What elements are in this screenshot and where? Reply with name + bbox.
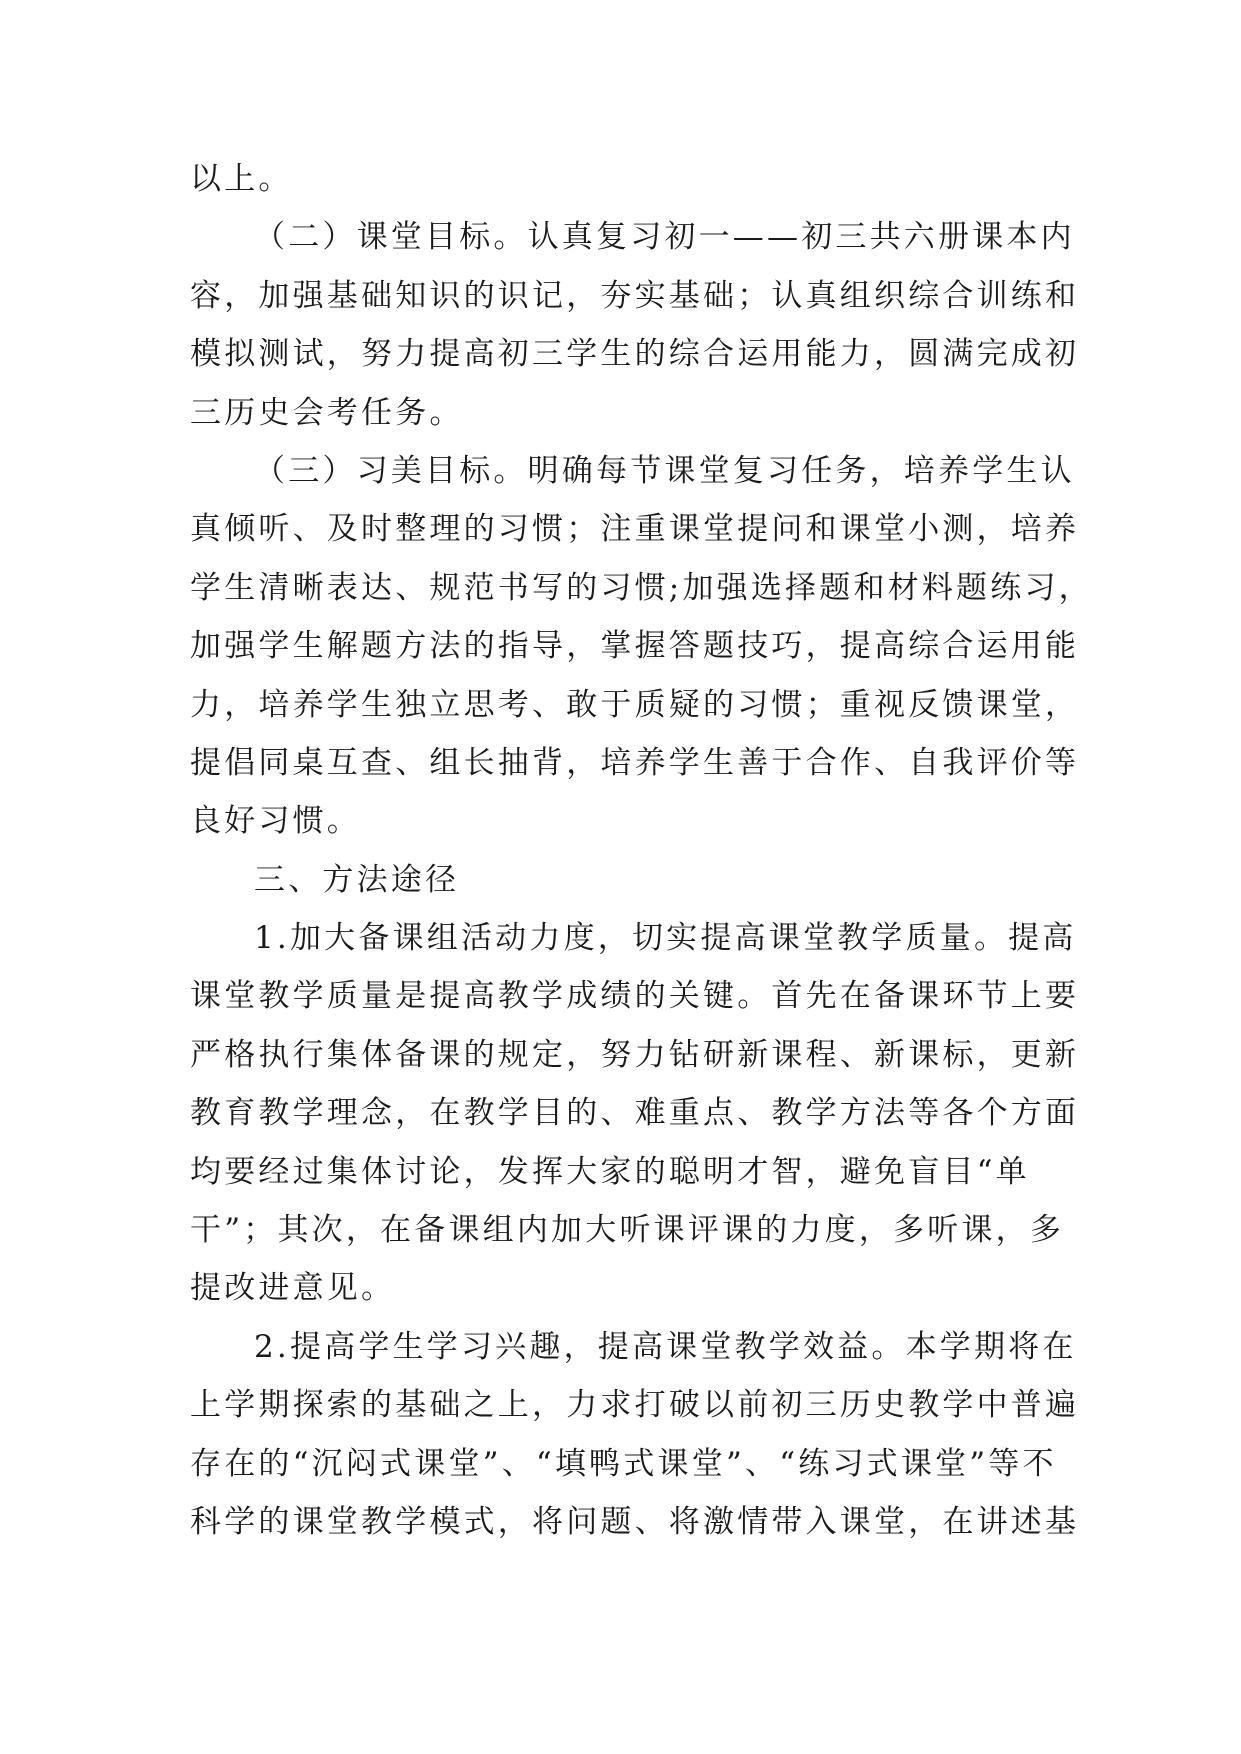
text-line: 2.提高学生学习兴趣，提高课堂教学效益。本学期将在 <box>254 1328 1077 1365</box>
text-line: 均要经过集体讨论，发挥大家的聪明才智，避免盲目“单 <box>190 1153 1030 1190</box>
text-line: 严格执行集体备课的规定，努力钻研新课程、新课标，更新 <box>190 1036 1080 1073</box>
text-line: 加强学生解题方法的指导，掌握答题技巧，提高综合运用能 <box>190 628 1080 665</box>
text-line: 力，培养学生独立思考、敢于质疑的习惯；重视反馈课堂， <box>190 686 1080 723</box>
section-heading: 三、方法途径 <box>254 861 460 898</box>
text-line: 提改进意见。 <box>190 1270 396 1307</box>
text-line: （二）课堂目标。认真复习初一——初三共六册课本内 <box>254 219 1075 256</box>
text-line: 真倾听、及时整理的习惯；注重课堂提问和课堂小测，培养 <box>190 511 1080 548</box>
text-line: 良好习惯。 <box>190 803 361 840</box>
text-line: 教育教学理念，在教学目的、难重点、教学方法等各个方面 <box>190 1095 1080 1132</box>
text-line: 学生清晰表达、规范书写的习惯;加强选择题和材料题练习， <box>190 569 1093 606</box>
text-line: 课堂教学质量是提高教学成绩的关键。首先在备课环节上要 <box>190 978 1080 1015</box>
document-body <box>190 150 1093 1551</box>
text-line: 模拟测试，努力提高初三学生的综合运用能力，圆满完成初 <box>190 336 1080 373</box>
text-line: 干”；其次，在备课组内加大听课评课的力度，多听课，多 <box>190 1212 1065 1249</box>
text-line: 存在的“沉闷式课堂”、“填鸭式课堂”、“练习式课堂”等不 <box>190 1445 1057 1482</box>
text-line: 1.加大备课组活动力度，切实提高课堂教学质量。提高 <box>254 920 1077 957</box>
text-line: 提倡同桌互查、组长抽背，培养学生善于合作、自我评价等 <box>190 744 1080 781</box>
text-line: 科学的课堂教学模式，将问题、将激情带入课堂，在讲述基 <box>190 1503 1080 1540</box>
text-line: 以上。 <box>190 161 293 197</box>
text-line: 三历史会考任务。 <box>190 394 464 431</box>
text-line: （三）习美目标。明确每节课堂复习任务，培养学生认 <box>254 452 1075 489</box>
text-line: 上学期探索的基础之上，力求打破以前初三历史教学中普遍 <box>190 1387 1080 1424</box>
text-line: 容，加强基础知识的识记，夯实基础；认真组织综合训练和 <box>190 277 1080 314</box>
